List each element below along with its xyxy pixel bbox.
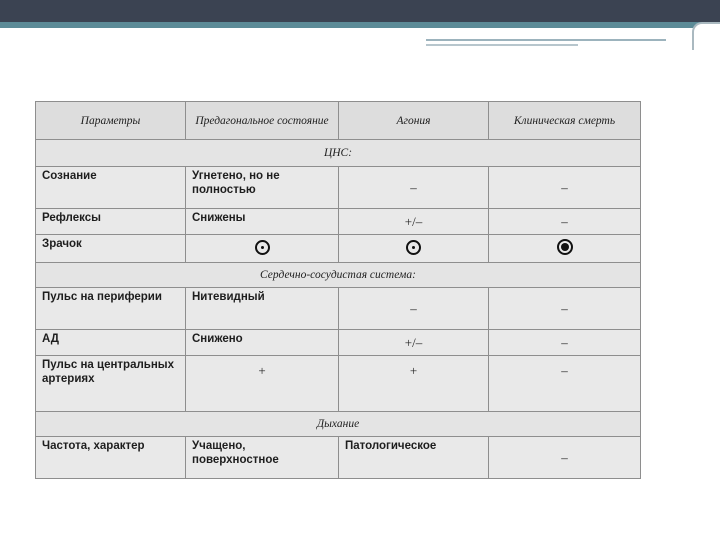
section-row (36, 412, 641, 437)
row-death (489, 235, 641, 263)
row-death: – (489, 330, 641, 356)
section-row (36, 263, 641, 288)
row-predagonal: + (186, 356, 339, 412)
row-agony: +/– (339, 330, 489, 356)
row-predagonal: Снижено (186, 330, 339, 356)
table-row (36, 167, 641, 209)
row-param: Пульс на периферии (36, 288, 186, 330)
comparison-table (35, 101, 641, 479)
section-cardio: Сердечно-сосудистая система: (36, 263, 641, 288)
row-agony (339, 235, 489, 263)
header-agony: Агония (339, 102, 489, 140)
section-breathing: Дыхание (36, 412, 641, 437)
row-agony: – (339, 288, 489, 330)
comparison-table-image (35, 101, 640, 478)
row-death: – (489, 356, 641, 412)
header-clinical-death: Клиническая смерть (489, 102, 641, 140)
row-death: – (489, 288, 641, 330)
row-death: – (489, 209, 641, 235)
row-agony: Патологическое (339, 437, 489, 479)
row-death: – (489, 437, 641, 479)
row-agony: – (339, 167, 489, 209)
row-param: Рефлексы (36, 209, 186, 235)
table-row (36, 330, 641, 356)
row-death: – (489, 167, 641, 209)
row-agony: + (339, 356, 489, 412)
table-row (36, 209, 641, 235)
decorative-line (426, 39, 666, 41)
table-row (36, 437, 641, 479)
row-param: Частота, характер (36, 437, 186, 479)
header-predagonal: Предагональное состояние (186, 102, 339, 140)
slide-accent-stripe (0, 22, 720, 28)
row-predagonal: Нитевидный (186, 288, 339, 330)
narrow-pupil-icon (255, 240, 270, 255)
decorative-line (426, 44, 578, 46)
row-param: Пульс на центральных артериях (36, 356, 186, 412)
row-agony: +/– (339, 209, 489, 235)
decorative-corner (692, 22, 720, 50)
row-predagonal: Снижены (186, 209, 339, 235)
row-predagonal (186, 235, 339, 263)
slide-top-bar (0, 0, 720, 22)
row-param: Сознание (36, 167, 186, 209)
section-row (36, 140, 641, 167)
dilated-pupil-icon (557, 239, 573, 255)
row-predagonal: Угнетено, но не полностью (186, 167, 339, 209)
narrow-pupil-icon (406, 240, 421, 255)
header-params: Параметры (36, 102, 186, 140)
table-row (36, 288, 641, 330)
row-param: АД (36, 330, 186, 356)
table-row (36, 235, 641, 263)
row-param: Зрачок (36, 235, 186, 263)
section-cns: ЦНС: (36, 140, 641, 167)
table-row (36, 356, 641, 412)
row-predagonal: Учащено, поверхностное (186, 437, 339, 479)
table-header-row (36, 102, 641, 140)
